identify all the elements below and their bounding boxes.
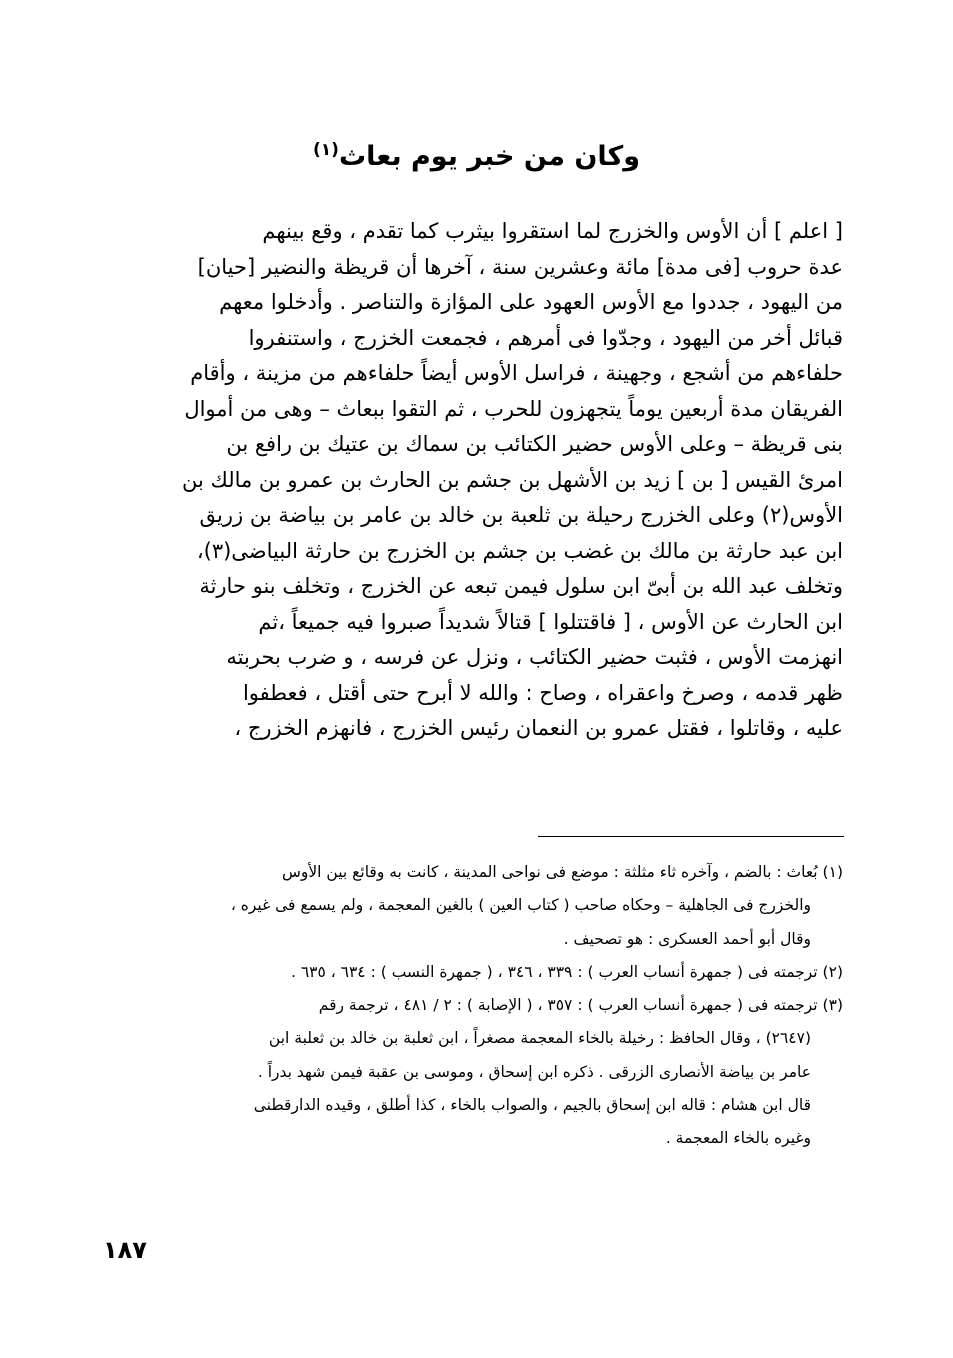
- title-footnote-ref: (١): [312, 140, 339, 160]
- body-line: قبائل أخر من اليهود ، وجدّوا فى أمرهم ، فجمعت الخزرج ، واستنفروا: [248, 325, 843, 350]
- footnote-line: قال ابن هشام : قاله ابن إسحاق بالجيم ، والصواب بالخاء ، كذا أطلق ، وقيده الدارقطنى: [253, 1096, 811, 1115]
- footnote-line: وقال أبو أحمد العسكرى : هو تصحيف .: [563, 929, 811, 948]
- body-line: الفريقان مدة أربعين يوماً يتجهزون للحرب ، ثم التقوا ببعاث – وهى من أموال: [184, 396, 843, 421]
- body-line: ابن عبد حارثة بن مالك بن غضب بن جشم بن الخزرج بن حارثة البياضى(٣)،: [196, 538, 843, 563]
- body-line: بنى قريظة – وعلى الأوس حضير الكتائب بن سماك بن عتيك بن رافع بن: [226, 432, 843, 456]
- body-line: الأوس(٢) وعلى الخزرج رحيلة بن ثلعبة بن خالد بن عامر بن بياضة بن زريق: [199, 503, 843, 527]
- footnote-line: (٢) ترجمته فى ( جمهرة أنساب العرب ) : ٣٣٩ ، ٣٤٦ ، ( جمهرة النسب ) : ٦٣٤ ، ٦٣٥ .: [290, 962, 843, 981]
- footnotes: [103, 856, 843, 1156]
- title-text: وكان من خبر يوم بعاث: [338, 141, 640, 172]
- body-line: وتخلف عبد الله بن أبىّ ابن سلول فيمن تبعه عن الخزرج ، وتخلف بنو حارثة: [199, 574, 843, 598]
- page-number: ١٨٧: [103, 1236, 147, 1264]
- footnote-line: عامر بن بياضة الأنصارى الزرقى . ذكره ابن إسحاق ، وموسى بن عقبة فيمن شهد بدراً .: [257, 1062, 811, 1081]
- body-line: عدة حروب [فى مدة] مائة وعشرين سنة ، آخرها أن قريظة والنضير [حيان]: [197, 254, 843, 279]
- body-line: ظهر قدمه ، وصرخ واعقراه ، وصاح : والله لا أبرح حتى أقتل ، فعطفوا: [242, 680, 843, 705]
- body-text: [103, 214, 843, 747]
- body-line: امرئ القيس [ بن ] زيد بن الأشهل بن جشم بن الحارث بن عمرو بن مالك بن: [181, 467, 843, 492]
- body-line: عليه ، وقاتلوا ، فقتل عمرو بن النعمان رئيس الخزرج ، فانهزم الخزرج ،: [234, 716, 843, 740]
- body-line: حلفاءهم من أشجع ، وجهينة ، فراسل الأوس أيضاً حلفاءهم من مزينة ، وأقام: [190, 361, 843, 385]
- body-line: انهزمت الأوس ، فثبت حضير الكتائب ، ونزل عن فرسه ، و ضرب بحربته: [226, 645, 843, 669]
- footnote-line: (١) بُعاث : بالضم ، وآخره ثاء مثلثة : موضع فى نواحى المدينة ، كانت به وقائع بين الأوس: [281, 863, 843, 881]
- body-line: [ اعلم ] أن الأوس والخزرج لما استقروا بيثرب كما تقدم ، وقع بينهم: [262, 219, 843, 243]
- page-title: [0, 140, 953, 172]
- body-line: ابن الحارث عن الأوس ، [ فاقتتلوا ] قتالاً شديداً صبروا فيه جميعاً ،ثم: [258, 609, 843, 634]
- footnote-line: (٢٦٤٧) ، وقال الحافظ : رخيلة بالخاء المعجمة مصغراً ، ابن ثعلبة بن خالد بن ثعلبة ابن: [268, 1029, 811, 1048]
- footnote-line: وغيره بالخاء المعجمة .: [665, 1129, 811, 1148]
- footnote-line: (٣) ترجمته فى ( جمهرة أنساب العرب ) : ٣٥٧ ، ( الإصابة ) : ٢ / ٤٨١ ، ترجمة رقم: [318, 996, 843, 1015]
- body-line: من اليهود ، جددوا مع الأوس العهود على المؤازة والتناصر . وأدخلوا معهم: [219, 290, 843, 314]
- footnote-divider: [538, 836, 844, 837]
- footnote-line: والخزرج فى الجاهلية – وحكاه صاحب ( كتاب العين ) بالغين المعجمة ، ولم يسمع فى غيره ،: [230, 896, 811, 915]
